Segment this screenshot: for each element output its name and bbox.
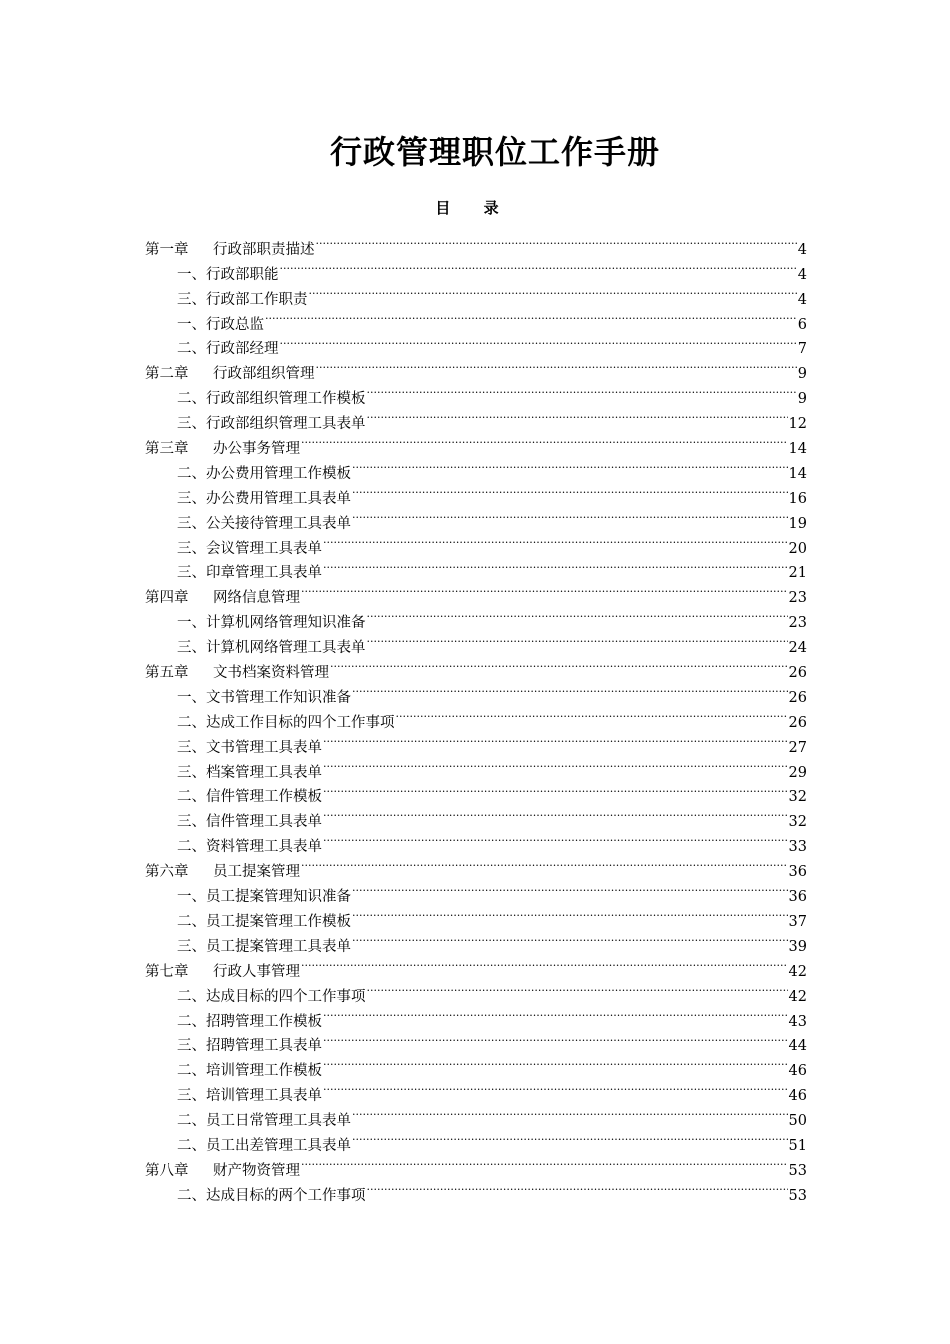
toc-chapter-number: 第五章 — [145, 665, 189, 682]
toc-page-number: 26 — [788, 714, 807, 731]
toc-entry-label: 财产物资管理 — [213, 1162, 300, 1179]
toc-page-number: 7 — [797, 341, 807, 358]
toc-chapter-number: 第三章 — [145, 441, 189, 458]
toc-entry-label: 三、档案管理工具表单 — [177, 764, 322, 781]
toc-entry-label: 三、行政部组织管理工具表单 — [177, 416, 366, 433]
toc-page-number: 32 — [788, 789, 807, 806]
toc-entry-label: 文书档案资料管理 — [213, 665, 329, 682]
toc-page-number: 36 — [788, 889, 807, 906]
toc-chapter-entry[interactable] — [145, 229, 807, 258]
toc-entry-label: 二、信件管理工作模板 — [177, 789, 322, 806]
toc-page-number: 19 — [788, 515, 807, 532]
toc-entry-label: 二、员工出差管理工具表单 — [177, 1137, 351, 1154]
toc-dot-leader — [367, 627, 788, 652]
toc-entry-label: 网络信息管理 — [213, 590, 300, 607]
toc-dot-leader — [309, 279, 797, 304]
toc-entry-label: 三、公关接待管理工具表单 — [177, 515, 351, 532]
toc-page-number: 53 — [788, 1187, 807, 1204]
toc-page-number: 4 — [797, 241, 807, 258]
toc-page-number: 36 — [788, 864, 807, 881]
toc-page-number: 51 — [788, 1137, 807, 1154]
toc-dot-leader — [367, 403, 788, 428]
toc-dot-leader — [396, 702, 788, 727]
toc-entry-label: 三、办公费用管理工具表单 — [177, 490, 351, 507]
toc-page-number: 20 — [788, 540, 807, 557]
toc-entry-label: 一、行政总监 — [177, 316, 264, 333]
toc-dot-leader — [367, 378, 797, 403]
toc-page-number: 23 — [788, 590, 807, 607]
toc-page-number: 21 — [788, 565, 807, 582]
toc-entry-label: 二、员工日常管理工具表单 — [177, 1113, 351, 1130]
toc-page-number: 4 — [797, 266, 807, 283]
toc-page-number: 33 — [788, 839, 807, 856]
toc-page-number: 42 — [788, 963, 807, 980]
toc-dot-leader — [367, 1175, 788, 1200]
toc-dot-leader — [323, 777, 788, 802]
toc-dot-leader — [323, 1050, 788, 1075]
toc-dot-leader — [316, 353, 797, 378]
toc-dot-leader — [367, 602, 788, 627]
toc-page-number: 4 — [797, 291, 807, 308]
toc-entry-label: 二、员工提案管理工作模板 — [177, 913, 351, 930]
toc-dot-leader — [316, 229, 797, 254]
toc-entry-label: 二、培训管理工作模板 — [177, 1063, 322, 1080]
toc-dot-leader — [323, 553, 788, 578]
table-of-contents — [145, 229, 807, 1204]
toc-dot-leader — [323, 752, 788, 777]
toc-dot-leader — [352, 901, 788, 926]
toc-page-number: 27 — [788, 739, 807, 756]
toc-entry-label: 三、招聘管理工具表单 — [177, 1038, 322, 1055]
toc-dot-leader — [280, 254, 797, 279]
toc-dot-leader — [367, 976, 788, 1001]
toc-page-number: 14 — [788, 441, 807, 458]
toc-dot-leader — [280, 329, 797, 354]
toc-entry-label: 三、行政部工作职责 — [177, 291, 308, 308]
toc-dot-leader — [323, 1001, 788, 1026]
toc-entry-label: 三、信件管理工具表单 — [177, 814, 322, 831]
toc-page-number: 12 — [788, 416, 807, 433]
toc-entry-label: 三、文书管理工具表单 — [177, 739, 322, 756]
toc-page-number: 46 — [788, 1088, 807, 1105]
toc-dot-leader — [330, 652, 788, 677]
toc-entry-label: 一、行政部职能 — [177, 266, 279, 283]
toc-entry-label: 二、行政部组织管理工作模板 — [177, 391, 366, 408]
toc-page-number: 14 — [788, 465, 807, 482]
toc-entry-label: 一、员工提案管理知识准备 — [177, 889, 351, 906]
toc-page-number: 44 — [788, 1038, 807, 1055]
toc-page-number: 6 — [797, 316, 807, 333]
toc-entry-label: 二、达成工作目标的四个工作事项 — [177, 714, 395, 731]
toc-entry-label: 三、计算机网络管理工具表单 — [177, 640, 366, 657]
toc-entry-label: 三、会议管理工具表单 — [177, 540, 322, 557]
toc-dot-leader — [352, 453, 788, 478]
toc-dot-leader — [265, 304, 797, 329]
toc-page-number: 43 — [788, 1013, 807, 1030]
toc-page-number: 26 — [788, 665, 807, 682]
toc-chapter-number: 第八章 — [145, 1162, 189, 1179]
document-title: 行政管理职位工作手册 — [329, 133, 660, 171]
toc-dot-leader — [301, 428, 788, 453]
toc-dot-leader — [323, 727, 788, 752]
toc-page-number: 24 — [788, 640, 807, 657]
toc-page-number: 53 — [788, 1162, 807, 1179]
toc-entry-label: 一、文书管理工作知识准备 — [177, 689, 351, 706]
toc-entry-label: 二、招聘管理工作模板 — [177, 1013, 322, 1030]
toc-dot-leader — [323, 1026, 788, 1051]
toc-chapter-number: 第二章 — [145, 366, 189, 383]
toc-dot-leader — [352, 677, 788, 702]
toc-dot-leader — [301, 851, 788, 876]
toc-entry-label: 二、办公费用管理工作模板 — [177, 465, 351, 482]
toc-dot-leader — [352, 1125, 788, 1150]
toc-chapter-number: 第七章 — [145, 963, 189, 980]
toc-dot-leader — [301, 1150, 788, 1175]
toc-chapter-number: 第一章 — [145, 241, 189, 258]
toc-dot-leader — [323, 528, 788, 553]
toc-entry-label: 三、培训管理工具表单 — [177, 1088, 322, 1105]
toc-page-number: 16 — [788, 490, 807, 507]
toc-entry-label: 办公事务管理 — [213, 441, 300, 458]
toc-entry-label: 行政人事管理 — [213, 963, 300, 980]
toc-entry-label: 行政部组织管理 — [213, 366, 315, 383]
toc-entry-label: 三、印章管理工具表单 — [177, 565, 322, 582]
toc-page-number: 9 — [797, 366, 807, 383]
toc-dot-leader — [323, 801, 788, 826]
toc-entry-label: 三、员工提案管理工具表单 — [177, 938, 351, 955]
toc-page-number: 23 — [788, 615, 807, 632]
toc-dot-leader — [352, 503, 788, 528]
toc-page-number: 42 — [788, 988, 807, 1005]
toc-entry-label: 二、资料管理工具表单 — [177, 839, 322, 856]
toc-dot-leader — [352, 478, 788, 503]
toc-entry-label: 员工提案管理 — [213, 864, 300, 881]
toc-page-number: 32 — [788, 814, 807, 831]
toc-page-number: 9 — [797, 391, 807, 408]
toc-page-number: 50 — [788, 1113, 807, 1130]
toc-heading: 目 录 — [435, 199, 513, 217]
toc-dot-leader — [323, 1075, 788, 1100]
toc-entry-label: 一、计算机网络管理知识准备 — [177, 615, 366, 632]
toc-dot-leader — [352, 926, 788, 951]
toc-dot-leader — [301, 577, 788, 602]
toc-chapter-number: 第四章 — [145, 590, 189, 607]
toc-page-number: 26 — [788, 689, 807, 706]
toc-dot-leader — [323, 826, 788, 851]
toc-entry-label: 二、达成目标的四个工作事项 — [177, 988, 366, 1005]
toc-dot-leader — [301, 951, 788, 976]
toc-page-number: 37 — [788, 913, 807, 930]
toc-page-number: 39 — [788, 938, 807, 955]
toc-page-number: 46 — [788, 1063, 807, 1080]
toc-page-number: 29 — [788, 764, 807, 781]
toc-dot-leader — [352, 1100, 788, 1125]
toc-entry-label: 二、行政部经理 — [177, 341, 279, 358]
toc-entry-label: 二、达成目标的两个工作事项 — [177, 1187, 366, 1204]
toc-entry-label: 行政部职责描述 — [213, 241, 315, 258]
toc-dot-leader — [352, 876, 788, 901]
toc-chapter-number: 第六章 — [145, 864, 189, 881]
